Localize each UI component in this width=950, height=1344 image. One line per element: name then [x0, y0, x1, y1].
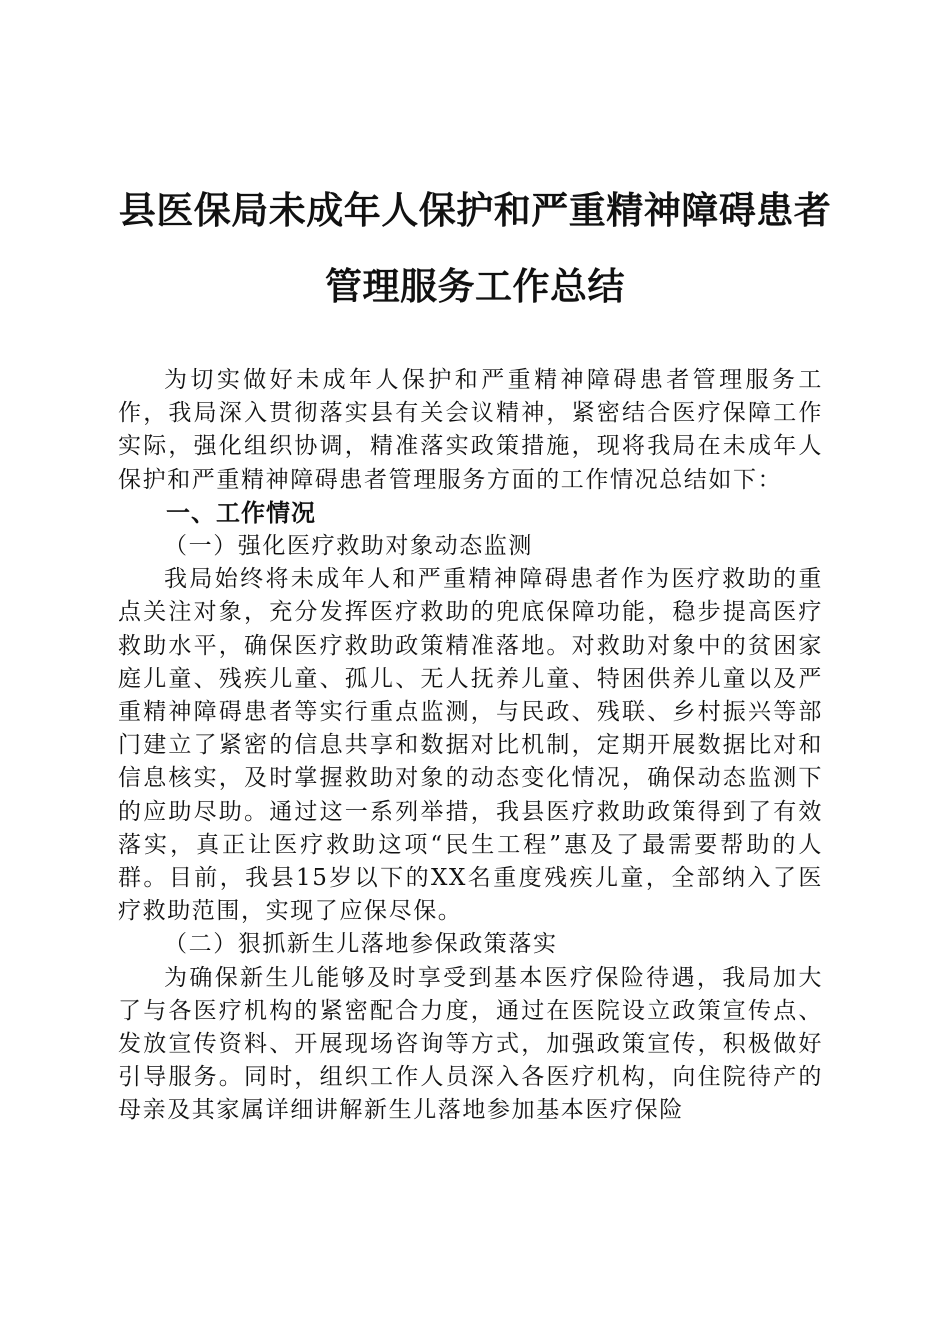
subsection-heading-newborn-insurance: （二）狠抓新生儿落地参保政策落实: [164, 931, 558, 958]
document-title: 县医保局未成年人保护和严重精神障碍患者管理服务工作总结: [118, 188, 832, 308]
subsection-heading-monitoring: （一）强化医疗救助对象动态监测: [164, 533, 533, 560]
subsection-paragraph-monitoring: 我局始终将未成年人和严重精神障碍患者作为医疗救助的重点关注对象，充分发挥医疗救助的兜底保障功能，稳步提高医疗救助水平，确保医疗救助政策精准落地。对救助对象中的贫困家庭儿童、残疾儿童、孤儿、无人抚养儿童、特困供养儿童以及严重精神障碍患者等实行重点监测，与民政、残联、乡村振兴等部门建立了紧密的信息共享和数据对比机制，定期开展数据比对和信息核实，及时掌握救助对象的动态变化情况，确保动态监测下的应助尽助。通过这一系列举措，我县医疗救助政策得到了有效落实，真正让医疗救助这项“民生工程”惠及了最需要帮助的人群。目前，我县15岁以下的XX名重度残疾儿童，全部纳入了医疗救助范围，实现了应保尽保。: [118, 566, 823, 925]
section-heading-work-status: 一、工作情况: [166, 498, 316, 527]
intro-paragraph: 为切实做好未成年人保护和严重精神障碍患者管理服务工作，我局深入贯彻落实县有关会议精神，紧密结合医疗保障工作实际，强化组织协调，精准落实政策措施，现将我局在未成年人保护和严重精神障碍患者管理服务方面的工作情况总结如下：: [118, 367, 823, 493]
document-body: [118, 364, 823, 1128]
subsection-paragraph-newborn-insurance: 为确保新生儿能够及时享受到基本医疗保险待遇，我局加大了与各医疗机构的紧密配合力度，通过在医院设立政策宣传点、发放宣传资料、开展现场咨询等方式，加强政策宣传，积极做好引导服务。同时，组织工作人员深入各医疗机构，向住院待产的母亲及其家属详细讲解新生儿落地参加基本医疗保险: [118, 964, 823, 1124]
